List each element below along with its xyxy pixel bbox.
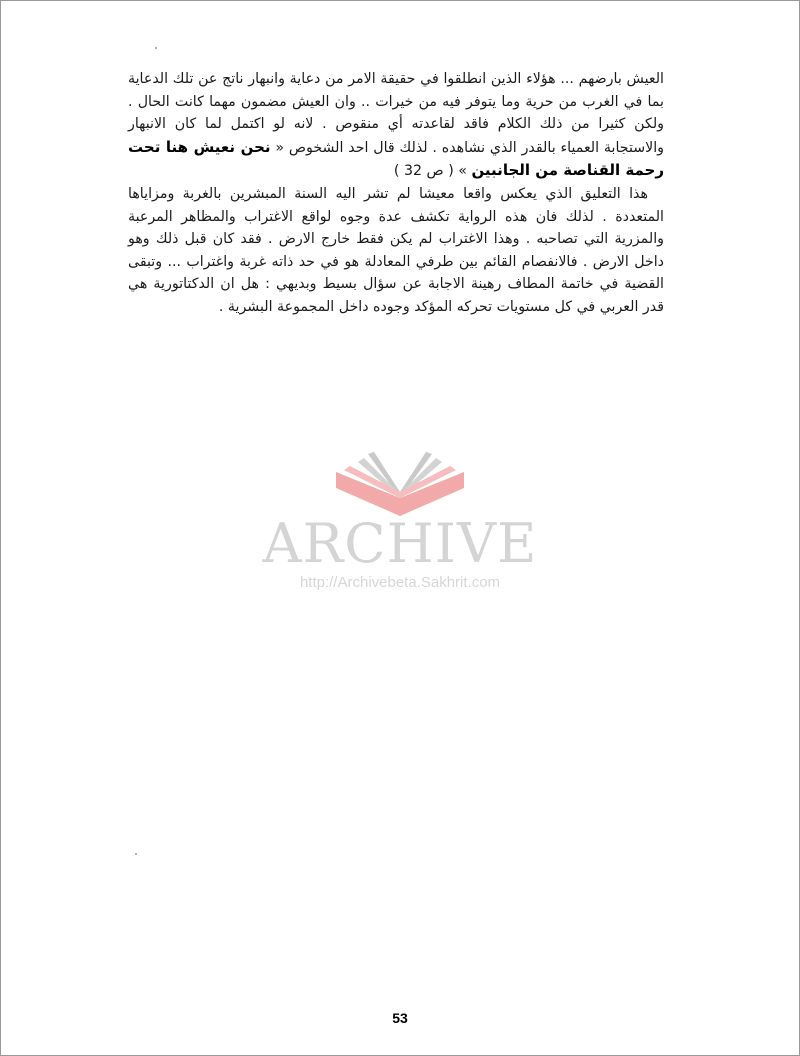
paragraph-2 — [128, 183, 664, 319]
scan-speck — [135, 853, 137, 855]
open-book-logo-icon — [328, 448, 472, 518]
paragraph-2-text: هذا التعليق الذي يعكس واقعا معيشا لم تشر اليه السنة المبشرين بالغربة ومزاياها المتعددة . لذلك فان هذه الرواية تكشف عدة وجوه لواقع الاغتراب والمظاهر المرعبة والمزرية التي تصاحبه . وهذا الاغتراب لم يكن فقط خارج الارض . فقد كان قبل ذلك وهو داخل الارض . فالانفصام القائم بين طرفي المعادلة هو في حد ذاته غربة واغتراب ... وتبقى القضية في خاتمة المطاف رهينة الاجابة عن سؤال بسيط وبديهي : هل ان الدكتاتورية هي قدر العربي في كل مستويات تحركه المؤكد وجوده داخل المجموعة البشرية . — [128, 185, 664, 315]
paragraph-1-text: العيش بارضهم ... هؤلاء الذين انطلقوا في حقيقة الامر من دعاية وانبهار ناتج عن تلك الدعاية بما في الغرب من حرية وما يتوفر فيه من خيرات .. وان العيش مضمون مهما كانت الحال . ولكن كثيرا من ذلك الكلام فاقد لقاعدته أي منقوص . لانه لو اكتمل لما كان الانبهار والاستجابة العمياء بالقدر الذي نشاهده . لذلك قال احد الشخوص « — [128, 71, 664, 156]
scan-speck — [155, 47, 157, 49]
citation: » ( ص 32 ) — [393, 163, 467, 180]
archive-watermark — [250, 448, 550, 608]
quoted-phrase: نحن نعيش هنا تحت رحمة القناصة من الجانبين — [128, 137, 664, 180]
watermark-url: http://Archivebeta.Sakhrit.com — [299, 574, 501, 591]
article-body — [128, 68, 664, 319]
paragraph-1 — [128, 68, 664, 183]
page-number: 53 — [392, 1010, 408, 1026]
watermark-title: ARCHIVE — [262, 512, 538, 575]
